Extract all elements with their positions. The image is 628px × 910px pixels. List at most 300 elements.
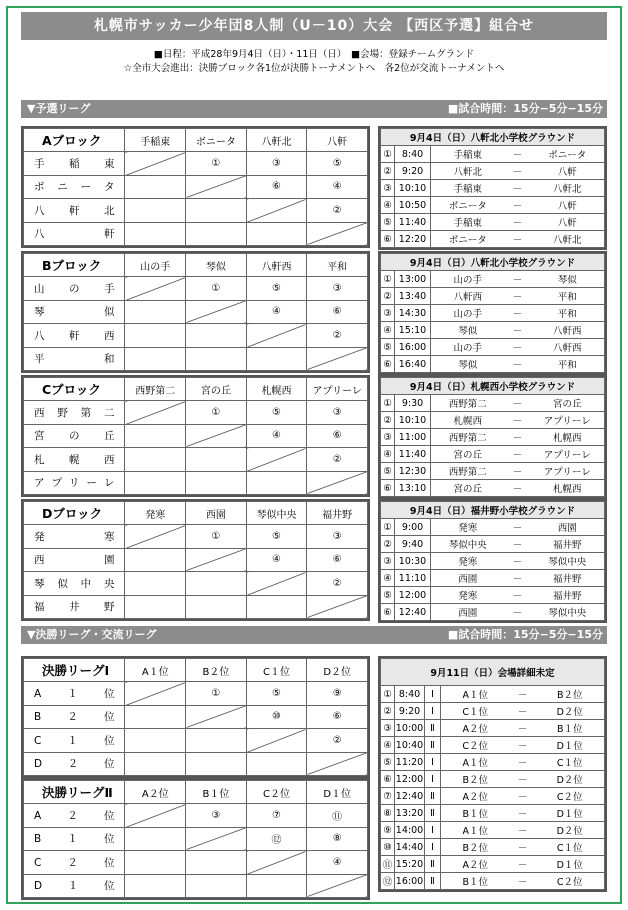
match-home: B２位	[441, 839, 510, 856]
row-team: B１位	[24, 827, 125, 850]
match-time: 12:40	[395, 604, 431, 621]
match-league: Ⅱ	[425, 737, 441, 754]
match-dash: －	[505, 231, 531, 248]
match-cell	[125, 752, 186, 775]
match-dash: －	[505, 395, 531, 412]
match-cell: ②	[307, 729, 368, 752]
row-team: 平和	[24, 347, 125, 370]
match-time: 12:00	[395, 771, 425, 788]
match-cell	[186, 595, 247, 618]
schedule-title: 9月4日（日）八軒北小学校グラウンド	[381, 129, 605, 146]
match-time: 12:40	[395, 788, 425, 805]
schedule-title: 9月11日（日）会場詳細未定	[381, 659, 605, 686]
match-away: 西園	[531, 519, 605, 536]
match-dash: －	[510, 873, 536, 890]
match-home: 八軒北	[431, 163, 505, 180]
col-header: 平和	[307, 254, 368, 277]
diagonal-cell	[307, 471, 368, 494]
match-cell: ③	[186, 804, 247, 827]
match-time: 15:20	[395, 856, 425, 873]
match-cell	[186, 347, 247, 370]
match-time: 13:40	[395, 288, 431, 305]
match-dash: －	[505, 271, 531, 288]
match-schedule	[378, 375, 607, 499]
match-away: アプリーレ	[531, 446, 605, 463]
match-no: ①	[381, 519, 395, 536]
match-no: ④	[381, 197, 395, 214]
row-team: 札幌西	[24, 448, 125, 471]
match-no: ④	[381, 737, 395, 754]
final-time: ■試合時間：15分−5分−15分	[447, 628, 603, 641]
match-home: 発寒	[431, 587, 505, 604]
match-row	[381, 412, 605, 429]
match-time: 14:40	[395, 839, 425, 856]
row-team: ボニータ	[24, 175, 125, 198]
match-no: ⑪	[381, 856, 395, 873]
match-row	[381, 446, 605, 463]
match-dash: －	[505, 305, 531, 322]
match-no: ④	[381, 446, 395, 463]
match-cell: ⑪	[307, 804, 368, 827]
match-cell	[186, 471, 247, 494]
match-away: 八軒	[531, 197, 605, 214]
match-dash: －	[505, 519, 531, 536]
match-away: アプリーレ	[531, 412, 605, 429]
match-cell: ⑤	[246, 277, 307, 300]
match-league: Ⅰ	[425, 686, 441, 703]
match-home: A２位	[441, 856, 510, 873]
match-cell: ⑥	[307, 300, 368, 323]
match-time: 16:00	[395, 873, 425, 890]
match-row	[381, 788, 605, 805]
schedule-title: 9月4日（日）八軒北小学校グラウンド	[381, 254, 605, 271]
match-no: ②	[381, 288, 395, 305]
match-row	[381, 271, 605, 288]
match-dash: －	[510, 856, 536, 873]
diagonal-cell	[307, 752, 368, 775]
diagonal-cell	[246, 851, 307, 874]
match-away: 琴似中央	[531, 604, 605, 621]
match-cell	[186, 324, 247, 347]
match-home: C２位	[441, 737, 510, 754]
col-header: B２位	[186, 659, 247, 682]
match-row	[381, 395, 605, 412]
match-time: 10:30	[395, 553, 431, 570]
row-team: アプリーレ	[24, 471, 125, 494]
page-frame	[6, 6, 622, 904]
match-home: 手稲東	[431, 180, 505, 197]
match-away: 札幌西	[531, 480, 605, 497]
match-away: 八軒	[531, 214, 605, 231]
match-away: 八軒	[531, 163, 605, 180]
match-time: 16:00	[395, 339, 431, 356]
match-cell	[125, 874, 186, 897]
match-away: D２位	[536, 822, 605, 839]
match-row	[381, 553, 605, 570]
row-team: 八軒西	[24, 324, 125, 347]
match-no: ③	[381, 305, 395, 322]
match-dash: －	[505, 429, 531, 446]
match-time: 10:00	[395, 720, 425, 737]
diagonal-cell	[307, 595, 368, 618]
match-cell	[125, 729, 186, 752]
group-name: 決勝リーグⅠ	[24, 659, 125, 682]
diagonal-cell	[246, 572, 307, 595]
match-row	[381, 214, 605, 231]
match-time: 14:00	[395, 822, 425, 839]
match-no: ⑨	[381, 822, 395, 839]
match-dash: －	[510, 720, 536, 737]
match-cell	[186, 851, 247, 874]
match-time: 16:40	[395, 356, 431, 373]
match-time: 11:40	[395, 214, 431, 231]
match-no: ⑩	[381, 839, 395, 856]
match-dash: －	[505, 322, 531, 339]
match-cell	[125, 471, 186, 494]
group-name: 決勝リーグⅡ	[24, 781, 125, 804]
match-row	[381, 856, 605, 873]
match-schedule	[378, 499, 607, 623]
match-dash: －	[510, 788, 536, 805]
match-away: 平和	[531, 288, 605, 305]
schedule-title: 9月4日（日）福井野小学校グラウンド	[381, 502, 605, 519]
match-cell	[246, 752, 307, 775]
match-cell: ①	[186, 152, 247, 175]
match-cell: ④	[307, 175, 368, 198]
group-name: Aブロック	[24, 129, 125, 152]
schedule-title: 9月4日（日）札幌西小学校グラウンド	[381, 378, 605, 395]
match-no: ⑧	[381, 805, 395, 822]
diagonal-cell	[186, 548, 247, 571]
match-home: A２位	[441, 720, 510, 737]
col-header: 福井野	[307, 502, 368, 525]
match-cell: ⑨	[307, 682, 368, 705]
match-cell: ④	[246, 300, 307, 323]
col-header: 西野第二	[125, 378, 186, 401]
row-team: 西野第二	[24, 401, 125, 424]
match-row	[381, 305, 605, 322]
match-cell: ⑤	[246, 682, 307, 705]
match-home: B１位	[441, 805, 510, 822]
match-away: D１位	[536, 856, 605, 873]
match-row	[381, 720, 605, 737]
row-team: 琴似中央	[24, 572, 125, 595]
match-no: ①	[381, 271, 395, 288]
match-cell	[246, 222, 307, 245]
match-home: C１位	[441, 703, 510, 720]
match-cell	[125, 175, 186, 198]
match-dash: －	[505, 536, 531, 553]
match-no: ③	[381, 720, 395, 737]
match-home: A１位	[441, 754, 510, 771]
match-time: 14:30	[395, 305, 431, 322]
match-time: 11:40	[395, 446, 431, 463]
match-row	[381, 322, 605, 339]
match-row	[381, 737, 605, 754]
match-no: ⑤	[381, 339, 395, 356]
page-title: 札幌市サッカー少年団8人制（U－10）大会 【西区予選】組合せ	[21, 12, 607, 40]
match-dash: －	[505, 553, 531, 570]
diagonal-cell	[125, 682, 186, 705]
match-time: 10:50	[395, 197, 431, 214]
match-row	[381, 180, 605, 197]
group-name: Bブロック	[24, 254, 125, 277]
match-dash: －	[505, 463, 531, 480]
match-no: ⑫	[381, 873, 395, 890]
match-cell: ④	[246, 548, 307, 571]
match-schedule	[378, 126, 607, 250]
match-row	[381, 839, 605, 856]
match-row	[381, 805, 605, 822]
match-row	[381, 686, 605, 703]
match-away: D２位	[536, 703, 605, 720]
match-home: 札幌西	[431, 412, 505, 429]
match-away: B２位	[536, 686, 605, 703]
match-no: ④	[381, 322, 395, 339]
match-no: ⑥	[381, 356, 395, 373]
match-home: 西野第二	[431, 463, 505, 480]
match-home: 琴似中央	[431, 536, 505, 553]
match-row	[381, 570, 605, 587]
diagonal-cell	[307, 347, 368, 370]
match-cell: ⑦	[246, 804, 307, 827]
match-cell	[125, 705, 186, 728]
match-away: 平和	[531, 305, 605, 322]
match-no: ⑤	[381, 463, 395, 480]
match-row	[381, 703, 605, 720]
row-team: 発寒	[24, 525, 125, 548]
match-no: ⑥	[381, 231, 395, 248]
row-team: A２位	[24, 804, 125, 827]
match-cell: ⑥	[246, 175, 307, 198]
match-league: Ⅱ	[425, 805, 441, 822]
match-home: B１位	[441, 873, 510, 890]
diagonal-cell	[307, 222, 368, 245]
group-name: Dブロック	[24, 502, 125, 525]
match-dash: －	[510, 754, 536, 771]
match-no: ②	[381, 536, 395, 553]
col-header: A１位	[125, 659, 186, 682]
match-away: 琴似中央	[531, 553, 605, 570]
match-cell	[125, 548, 186, 571]
diagonal-cell	[125, 804, 186, 827]
match-time: 15:10	[395, 322, 431, 339]
match-row	[381, 146, 605, 163]
col-header: C１位	[246, 659, 307, 682]
row-team: 山の手	[24, 277, 125, 300]
match-cell	[186, 222, 247, 245]
match-time: 9:00	[395, 519, 431, 536]
diagonal-cell	[125, 525, 186, 548]
match-dash: －	[510, 703, 536, 720]
match-away: C２位	[536, 788, 605, 805]
match-time: 9:40	[395, 536, 431, 553]
col-header: A２位	[125, 781, 186, 804]
match-dash: －	[505, 163, 531, 180]
match-row	[381, 771, 605, 788]
match-row	[381, 754, 605, 771]
match-cell: ⑤	[246, 401, 307, 424]
final-label: ▼決勝リーグ・交流リーグ	[27, 628, 157, 641]
col-header: 西園	[186, 502, 247, 525]
group-matrix	[21, 656, 370, 778]
match-league: Ⅰ	[425, 754, 441, 771]
match-no: ⑥	[381, 604, 395, 621]
match-cell	[125, 827, 186, 850]
col-header: C２位	[246, 781, 307, 804]
col-header: 札幌西	[246, 378, 307, 401]
diagonal-cell	[186, 827, 247, 850]
match-cell: ③	[307, 277, 368, 300]
group-matrix	[21, 251, 370, 373]
match-dash: －	[510, 839, 536, 856]
row-team: B２位	[24, 705, 125, 728]
match-cell: ②	[307, 448, 368, 471]
match-row	[381, 231, 605, 248]
match-cell	[125, 324, 186, 347]
match-cell	[125, 448, 186, 471]
match-home: ボニータ	[431, 231, 505, 248]
match-dash: －	[505, 339, 531, 356]
diagonal-cell	[125, 277, 186, 300]
match-cell: ②	[307, 324, 368, 347]
match-cell	[246, 471, 307, 494]
match-away: 八軒北	[531, 231, 605, 248]
match-cell	[246, 347, 307, 370]
match-no: ①	[381, 395, 395, 412]
match-home: A１位	[441, 822, 510, 839]
prelim-section-header	[21, 100, 607, 118]
match-cell	[246, 595, 307, 618]
match-cell	[186, 729, 247, 752]
match-cell	[125, 572, 186, 595]
match-home: 発寒	[431, 553, 505, 570]
match-league: Ⅰ	[425, 822, 441, 839]
match-time: 10:10	[395, 412, 431, 429]
match-row	[381, 604, 605, 621]
match-away: 琴似	[531, 271, 605, 288]
match-cell: ③	[307, 401, 368, 424]
group-name: Cブロック	[24, 378, 125, 401]
match-time: 9:20	[395, 703, 425, 720]
match-no: ③	[381, 180, 395, 197]
match-cell: ⑫	[246, 827, 307, 850]
match-away: 札幌西	[531, 429, 605, 446]
match-dash: －	[505, 146, 531, 163]
group-matrix	[21, 778, 370, 900]
match-cell: ④	[246, 424, 307, 447]
match-away: 八軒西	[531, 322, 605, 339]
match-time: 11:20	[395, 754, 425, 771]
row-team: 琴似	[24, 300, 125, 323]
match-cell: ③	[246, 152, 307, 175]
match-row	[381, 288, 605, 305]
match-dash: －	[505, 412, 531, 429]
match-row	[381, 429, 605, 446]
match-away: B１位	[536, 720, 605, 737]
match-row	[381, 536, 605, 553]
row-team: C２位	[24, 851, 125, 874]
diagonal-cell	[186, 300, 247, 323]
match-dash: －	[505, 446, 531, 463]
match-row	[381, 339, 605, 356]
match-time: 11:00	[395, 429, 431, 446]
match-row	[381, 480, 605, 497]
col-header: D１位	[307, 781, 368, 804]
match-time: 9:20	[395, 163, 431, 180]
match-home: 山の手	[431, 339, 505, 356]
row-team: 宮の丘	[24, 424, 125, 447]
match-schedule	[378, 656, 607, 892]
match-row	[381, 197, 605, 214]
row-team: D２位	[24, 752, 125, 775]
match-home: A２位	[441, 788, 510, 805]
match-cell: ①	[186, 401, 247, 424]
match-dash: －	[505, 587, 531, 604]
diagonal-cell	[186, 705, 247, 728]
match-league: Ⅰ	[425, 703, 441, 720]
match-home: B２位	[441, 771, 510, 788]
col-header: 手稲東	[125, 129, 186, 152]
match-dash: －	[510, 771, 536, 788]
match-away: D１位	[536, 737, 605, 754]
match-dash: －	[510, 805, 536, 822]
match-no: ⑤	[381, 587, 395, 604]
match-no: ⑥	[381, 771, 395, 788]
match-league: Ⅱ	[425, 856, 441, 873]
diagonal-cell	[246, 729, 307, 752]
match-away: D１位	[536, 805, 605, 822]
match-dash: －	[510, 822, 536, 839]
match-no: ⑤	[381, 754, 395, 771]
group-matrix	[21, 126, 370, 248]
match-league: Ⅱ	[425, 873, 441, 890]
match-time: 9:30	[395, 395, 431, 412]
match-home: 八軒西	[431, 288, 505, 305]
match-dash: －	[505, 356, 531, 373]
match-row	[381, 587, 605, 604]
row-team: 手稲東	[24, 152, 125, 175]
row-team: 福井野	[24, 595, 125, 618]
match-no: ③	[381, 553, 395, 570]
match-dash: －	[510, 737, 536, 754]
match-dash: －	[505, 570, 531, 587]
match-cell	[186, 572, 247, 595]
diagonal-cell	[307, 874, 368, 897]
diagonal-cell	[246, 324, 307, 347]
match-row	[381, 463, 605, 480]
match-no: ②	[381, 163, 395, 180]
match-time: 11:10	[395, 570, 431, 587]
match-home: 山の手	[431, 305, 505, 322]
match-away: ボニータ	[531, 146, 605, 163]
match-league: Ⅰ	[425, 771, 441, 788]
match-home: ボニータ	[431, 197, 505, 214]
match-row	[381, 163, 605, 180]
final-section-header	[21, 626, 607, 644]
match-cell: ①	[186, 277, 247, 300]
match-dash: －	[505, 604, 531, 621]
match-time: 13:00	[395, 271, 431, 288]
match-no: ①	[381, 686, 395, 703]
match-row	[381, 356, 605, 373]
match-cell	[125, 222, 186, 245]
diagonal-cell	[125, 401, 186, 424]
match-no: ⑤	[381, 214, 395, 231]
match-cell: ⑧	[307, 827, 368, 850]
col-header: 八軒	[307, 129, 368, 152]
match-time: 10:10	[395, 180, 431, 197]
